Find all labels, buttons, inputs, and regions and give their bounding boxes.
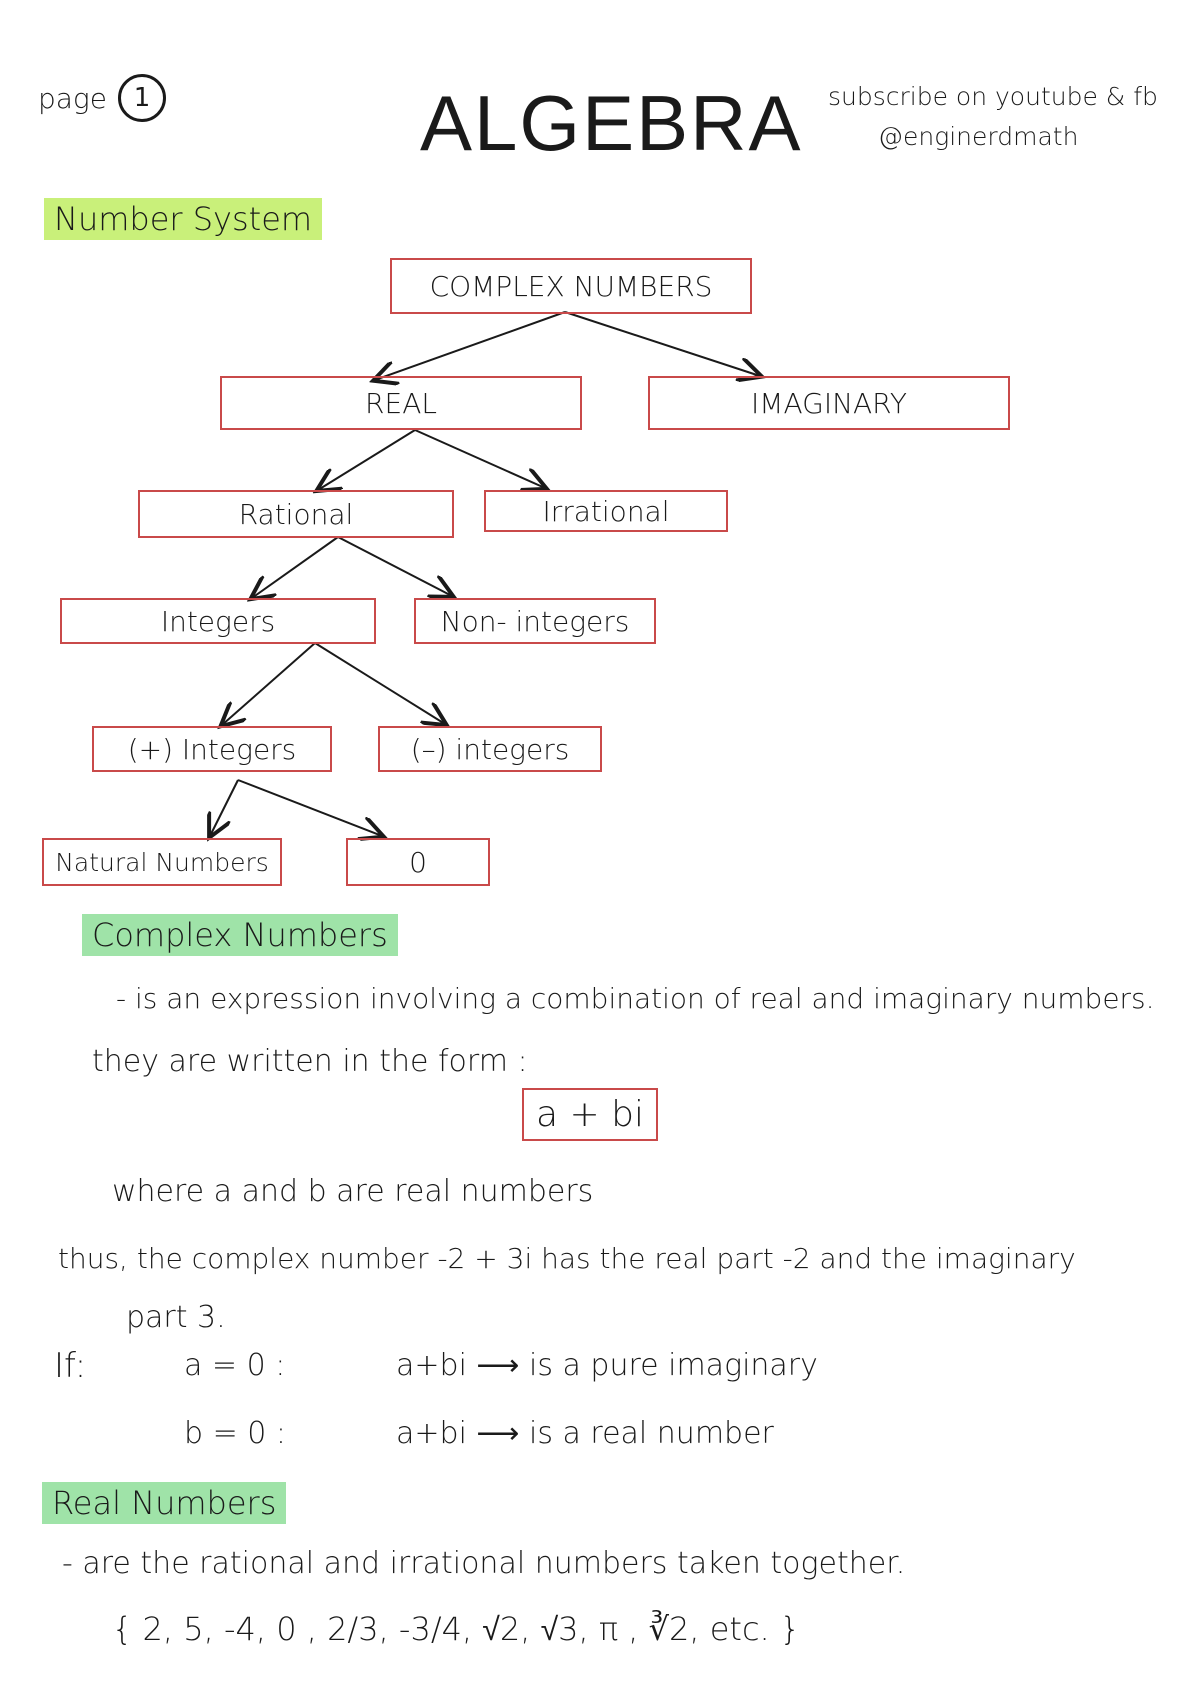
page-title: ALGEBRA [420, 79, 803, 167]
node-rational: Rational [138, 490, 454, 538]
arrow-positive-to-natural [210, 780, 238, 836]
section-heading-number-system: Number System [44, 198, 322, 240]
arrow-positive-to-zero [238, 780, 382, 836]
section-heading-complex-numbers: Complex Numbers [82, 914, 398, 956]
arrow-rational-to-non-integers [338, 537, 452, 596]
node-non-integers: Non- integers [414, 598, 656, 644]
arrow-complex-to-imaginary [565, 312, 760, 376]
complex-example: thus, the complex number -2 + 3i has the real part -2 and the imaginary [58, 1242, 1076, 1275]
section-heading-real-numbers: Real Numbers [42, 1482, 286, 1524]
arrow-complex-to-real [375, 312, 565, 380]
complex-example-cont: part 3. [126, 1300, 226, 1335]
page-label: page [38, 82, 107, 115]
node-natural-numbers: Natural Numbers [42, 838, 282, 886]
node-zero: 0 [346, 838, 490, 886]
node-complex-numbers: COMPLEX NUMBERS [390, 258, 752, 314]
complex-where: where a and b are real numbers [112, 1174, 594, 1209]
node-integers: Integers [60, 598, 376, 644]
arrow-integers-to-negative [315, 643, 445, 724]
real-examples-set: { 2, 5, -4, 0 , 2/3, -3/4, √2, √3, π , ∛2, etc. } [112, 1610, 801, 1648]
case-a-zero-result: a+bi ⟶ is a pure imaginary [396, 1348, 818, 1383]
arrow-real-to-irrational [415, 430, 545, 488]
case-a-zero-condition: a = 0 : [184, 1348, 286, 1383]
case-b-zero-result: a+bi ⟶ is a real number [396, 1416, 774, 1451]
page-number-badge: 1 [118, 74, 166, 122]
case-b-zero-condition: b = 0 : [184, 1416, 286, 1451]
node-negative-integers: (–) integers [378, 726, 602, 772]
arrow-integers-to-positive [222, 643, 315, 725]
complex-definition: - is an expression involving a combination of real and imaginary numbers. [116, 982, 1155, 1015]
node-irrational: Irrational [484, 490, 728, 532]
social-handle: @enginerdmath [878, 122, 1079, 151]
subscribe-line: subscribe on youtube & fb [828, 82, 1158, 111]
formula-box: a + bi [522, 1088, 658, 1141]
node-imaginary: IMAGINARY [648, 376, 1010, 430]
complex-form-intro: they are written in the form : [92, 1044, 528, 1079]
if-label: If: [54, 1346, 87, 1386]
node-positive-integers: (+) Integers [92, 726, 332, 772]
arrow-real-to-rational [318, 430, 415, 490]
node-real: REAL [220, 376, 582, 430]
real-definition: - are the rational and irrational numbers taken together. [62, 1546, 906, 1581]
arrow-rational-to-integers [252, 537, 338, 598]
